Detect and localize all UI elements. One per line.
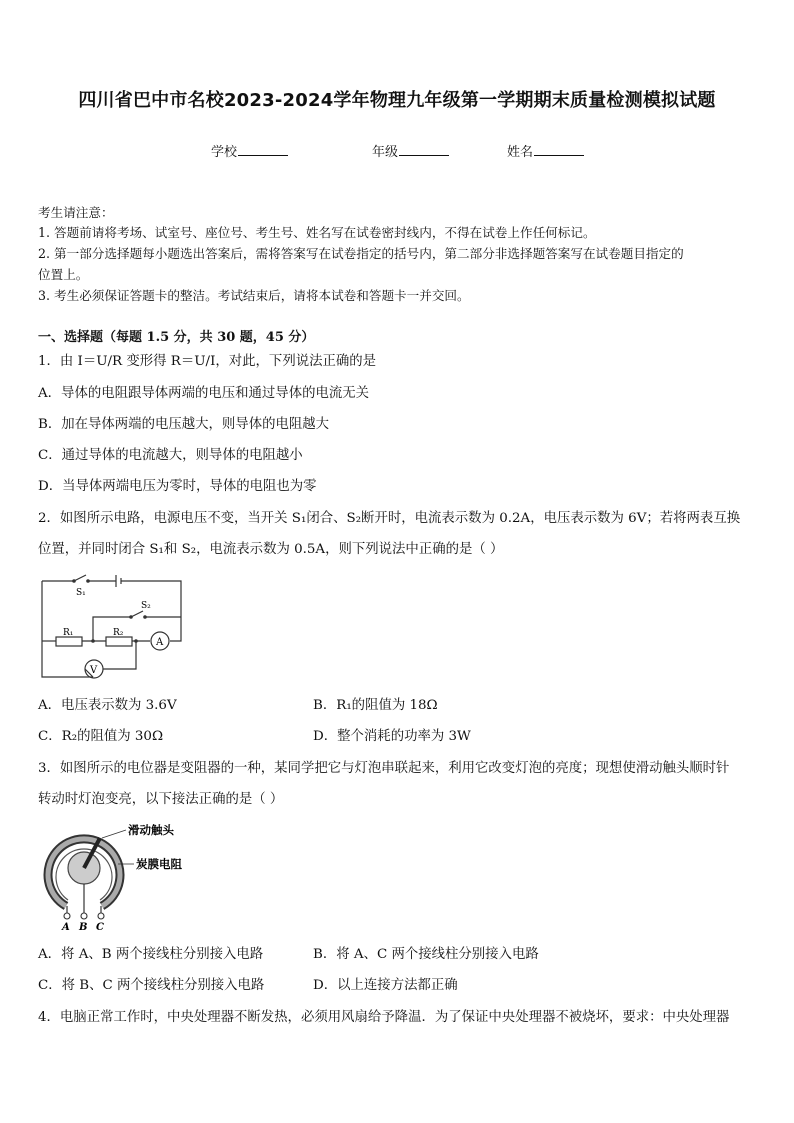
label-r1: R₁ [63, 628, 74, 638]
school-blank[interactable] [238, 143, 288, 156]
terminal-c-icon [98, 913, 104, 919]
grade-blank[interactable] [399, 143, 449, 156]
q1-stem: 1．由 I＝U/R 变形得 R＝U/I，对此，下列说法正确的是 [38, 354, 377, 369]
label-c: C [96, 922, 104, 933]
q2-option-d: D．整个消耗的功率为 3W [313, 729, 471, 744]
name-field [507, 141, 584, 160]
grade-field [372, 141, 449, 160]
school-field [211, 141, 288, 160]
school-label: 学校 [211, 145, 238, 160]
switch-s1-icon [74, 575, 86, 581]
q2-option-a: A．电压表示数为 3.6V [38, 698, 177, 713]
label-ammeter: A [156, 637, 164, 648]
notice-item-2: 2. 第一部分选择题每小题选出答案后，需将答案写在试卷指定的括号内，第二部分非选择题答案写在试卷题目指定的 [38, 246, 684, 261]
label-film: 炭膜电阻 [136, 857, 182, 871]
notice-item-1: 1. 答题前请将考场、试室号、座位号、考生号、姓名写在试卷密封线内，不得在试卷上作任何标记。 [38, 225, 596, 240]
q3-stem-line1: 3．如图所示的电位器是变阻器的一种，某同学把它与灯泡串联起来，利用它改变灯泡的亮度；现想使滑动触头顺时针 [38, 761, 730, 776]
q3-option-a: A．将 A、B 两个接线柱分别接入电路 [38, 947, 264, 962]
q1-option-b: B．加在导体两端的电压越大，则导体的电阻越大 [38, 417, 330, 432]
label-a: A [62, 922, 70, 933]
q3-option-b: B．将 A、C 两个接线柱分别接入电路 [313, 947, 539, 962]
page-title: 四川省巴中市名校2023-2024学年物理九年级第一学期期末质量检测模拟试题 [78, 90, 716, 111]
q2-option-c: C．R₂的阻值为 30Ω [38, 729, 164, 744]
resistor-r2-icon [106, 637, 132, 646]
q3-option-c: C．将 B、C 两个接线柱分别接入电路 [38, 978, 265, 993]
circuit-diagram [36, 573, 186, 683]
label-slider: 滑动触头 [128, 823, 174, 837]
label-r2: R₂ [113, 628, 124, 638]
q2-option-b: B．R₁的阻值为 18Ω [313, 698, 438, 713]
name-blank[interactable] [534, 143, 584, 156]
resistor-r1-icon [56, 637, 82, 646]
q3-potentiometer-figure [36, 818, 226, 936]
terminal-a-icon [64, 913, 70, 919]
q1-option-c: C．通过导体的电流越大，则导体的电阻越小 [38, 448, 303, 463]
q1-option-d: D．当导体两端电压为零时，导体的电阻也为零 [38, 479, 317, 494]
q3-option-d: D．以上连接方法都正确 [313, 978, 458, 993]
label-s1: S₁ [76, 588, 86, 598]
notice-item-3: 3. 考生必须保证答题卡的整洁。考试结束后，请将本试卷和答题卡一并交回。 [38, 288, 470, 303]
q4-stem-line1: 4．电脑正常工作时，中央处理器不断发热，必须用风扇给予降温．为了保证中央处理器不被烧坏，要求：中央处理器 [38, 1010, 730, 1025]
label-b: B [79, 922, 88, 933]
q1-option-a: A．导体的电阻跟导体两端的电压和通过导体的电流无关 [38, 386, 370, 401]
label-voltmeter: V [90, 665, 98, 676]
terminal-b-icon [81, 913, 87, 919]
q3-stem-line2: 转动时灯泡变亮，以下接法正确的是（ ） [38, 792, 284, 807]
potentiometer-diagram [36, 818, 226, 936]
q2-circuit-figure [36, 573, 186, 683]
notice-item-2-cont: 位置上。 [38, 267, 89, 282]
label-s2: S₂ [141, 601, 151, 611]
name-label: 姓名 [507, 145, 534, 160]
grade-label: 年级 [372, 145, 399, 160]
section-title: 一、选择题（每题 1.5 分，共 30 题，45 分） [38, 330, 315, 345]
notice-heading: 考生请注意： [38, 205, 114, 220]
switch-s2-icon [131, 611, 143, 617]
q2-stem-line2: 位置，并同时闭合 S₁和 S₂，电流表示数为 0.5A，则下列说法中正确的是（ ） [38, 542, 504, 557]
q2-stem-line1: 2．如图所示电路，电源电压不变，当开关 S₁闭合、S₂断开时，电流表示数为 0.2A，电压表示数为 6V；若将两表互换 [38, 511, 741, 526]
